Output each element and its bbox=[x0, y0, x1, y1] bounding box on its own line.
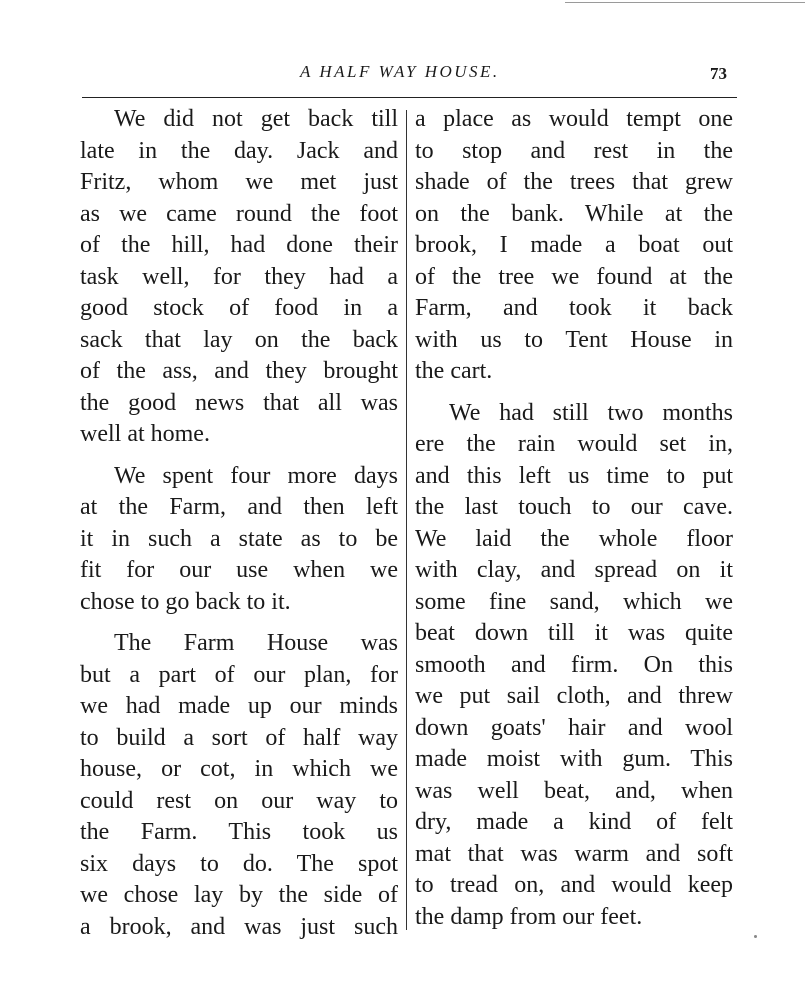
text-line: The Farm House was bbox=[114, 630, 398, 656]
text-line: We had still two months bbox=[449, 399, 733, 426]
text-line: at the Farm, and then left bbox=[80, 494, 398, 520]
text-line: a place as would tempt one bbox=[415, 106, 733, 132]
text-line: the good news that all was bbox=[80, 389, 398, 416]
text-line: chose to go back to it. bbox=[80, 588, 291, 615]
text-line: good stock of food in a bbox=[80, 295, 398, 321]
text-line: task well, for they had a bbox=[80, 263, 398, 290]
text-line: with us to Tent House in bbox=[415, 326, 733, 353]
text-line: of the tree we found at the bbox=[415, 263, 733, 290]
text-line: house, or cot, in which we bbox=[80, 756, 398, 782]
text-line: as we came round the foot bbox=[80, 200, 398, 227]
text-line: late in the day. Jack and bbox=[80, 137, 398, 164]
text-line: down goats' hair and wool bbox=[415, 714, 733, 741]
text-line: the damp from our feet. bbox=[415, 903, 643, 930]
column-divider bbox=[406, 110, 407, 930]
text-line: mat that was warm and soft bbox=[415, 840, 733, 867]
text-line: we put sail cloth, and threw bbox=[415, 683, 733, 709]
text-line: Farm, and took it back bbox=[415, 295, 733, 321]
text-line: to tread on, and would keep bbox=[415, 872, 733, 898]
text-line: but a part of our plan, for bbox=[80, 661, 398, 688]
text-line: sack that lay on the back bbox=[80, 326, 398, 353]
header-rule bbox=[82, 97, 737, 98]
text-line: we had made up our minds bbox=[80, 693, 398, 719]
text-line: of the ass, and they brought bbox=[80, 358, 398, 384]
text-line: we chose lay by the side of bbox=[80, 882, 398, 908]
right-column bbox=[415, 104, 733, 933]
text-line: a brook, and was just such bbox=[80, 913, 398, 940]
page-speck bbox=[754, 935, 757, 938]
text-line: of the hill, had done their bbox=[80, 232, 398, 258]
text-line: six days to do. The spot bbox=[80, 850, 398, 877]
text-line: We laid the whole floor bbox=[415, 525, 733, 552]
text-line: the cart. bbox=[415, 358, 493, 384]
text-line: brook, I made a boat out bbox=[415, 232, 733, 258]
text-line: smooth and firm. On this bbox=[415, 651, 733, 678]
text-line: dry, made a kind of felt bbox=[415, 809, 733, 835]
text-line: it in such a state as to be bbox=[80, 525, 398, 552]
text-line: made moist with gum. This bbox=[415, 746, 733, 772]
text-line: We did not get back till bbox=[114, 106, 398, 132]
text-line: to build a sort of half way bbox=[80, 724, 398, 751]
text-line: some fine sand, which we bbox=[415, 588, 733, 615]
text-line: well at home. bbox=[80, 421, 210, 447]
page-number: 73 bbox=[710, 64, 727, 83]
text-line: could rest on our way to bbox=[80, 787, 398, 814]
text-line: to stop and rest in the bbox=[415, 137, 733, 164]
text-line: and this left us time to put bbox=[415, 462, 733, 489]
text-line: We spent four more days bbox=[114, 462, 398, 489]
text-line: ere the rain would set in, bbox=[415, 431, 733, 457]
text-line: with clay, and spread on it bbox=[415, 557, 733, 583]
text-line: the last touch to our cave. bbox=[415, 494, 733, 520]
text-line: fit for our use when we bbox=[80, 557, 398, 583]
text-line: the Farm. This took us bbox=[80, 819, 398, 845]
top-edge-rule bbox=[565, 2, 805, 3]
text-line: beat down till it was quite bbox=[415, 620, 733, 646]
text-line: Fritz, whom we met just bbox=[80, 169, 398, 195]
text-line: on the bank. While at the bbox=[415, 200, 733, 227]
text-line: shade of the trees that grew bbox=[415, 169, 733, 195]
left-column bbox=[80, 104, 398, 943]
text-line: was well beat, and, when bbox=[415, 777, 733, 804]
running-header-title: A HALF WAY HOUSE. bbox=[300, 62, 500, 81]
